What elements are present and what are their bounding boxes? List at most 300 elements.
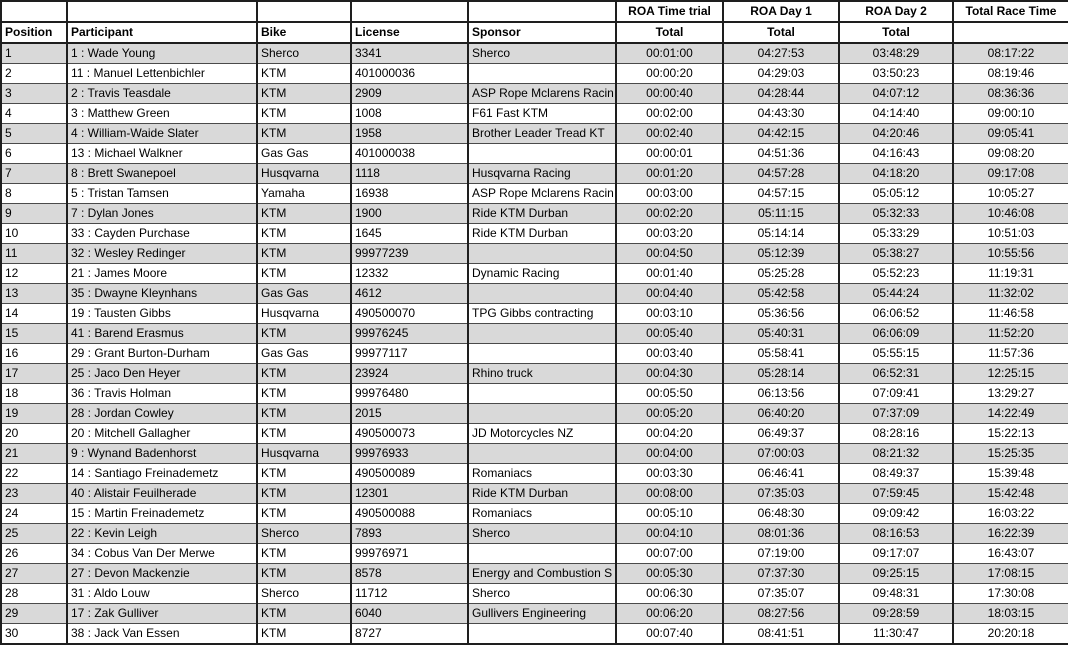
table-cell: 15 : Martin Freinademetz (67, 504, 257, 524)
table-cell: KTM (257, 424, 351, 444)
table-row (1, 444, 1068, 464)
table-cell: 16 (1, 344, 67, 364)
table-cell: 401000038 (351, 144, 468, 164)
table-cell (468, 344, 616, 364)
table-cell: 41 : Barend Erasmus (67, 324, 257, 344)
table-cell: 8578 (351, 564, 468, 584)
table-cell: 05:42:58 (723, 284, 839, 304)
table-row (1, 164, 1068, 184)
table-cell: 08:27:56 (723, 604, 839, 624)
table-cell: 14 (1, 304, 67, 324)
table-cell: 25 : Jaco Den Heyer (67, 364, 257, 384)
table-row (1, 284, 1068, 304)
table-cell: 401000036 (351, 64, 468, 84)
table-cell: 07:00:03 (723, 444, 839, 464)
table-cell: Romaniacs (468, 504, 616, 524)
table-cell (468, 444, 616, 464)
column-header-time-trial-total: Total (616, 22, 723, 43)
table-cell: 16938 (351, 184, 468, 204)
table-cell: KTM (257, 604, 351, 624)
table-cell: 04:16:43 (839, 144, 953, 164)
table-row (1, 624, 1068, 645)
table-cell: 4 : William-Waide Slater (67, 124, 257, 144)
table-cell: 6040 (351, 604, 468, 624)
table-cell: 16:22:39 (953, 524, 1068, 544)
table-cell: 05:36:56 (723, 304, 839, 324)
table-cell: 04:29:03 (723, 64, 839, 84)
table-row (1, 224, 1068, 244)
table-cell: 00:02:00 (616, 104, 723, 124)
table-cell: 5 : Tristan Tamsen (67, 184, 257, 204)
table-cell: KTM (257, 384, 351, 404)
table-row (1, 324, 1068, 344)
table-cell: 09:00:10 (953, 104, 1068, 124)
table-cell: 06:49:37 (723, 424, 839, 444)
table-cell: 05:32:33 (839, 204, 953, 224)
table-row (1, 544, 1068, 564)
table-cell: 8 : Brett Swanepoel (67, 164, 257, 184)
table-cell: 15:42:48 (953, 484, 1068, 504)
table-cell: 34 : Cobus Van Der Merwe (67, 544, 257, 564)
table-cell: 99976933 (351, 444, 468, 464)
table-cell: 09:17:08 (953, 164, 1068, 184)
table-cell: Romaniacs (468, 464, 616, 484)
table-cell: 00:05:10 (616, 504, 723, 524)
table-cell: 2909 (351, 84, 468, 104)
table-row (1, 404, 1068, 424)
table-cell: 40 : Alistair Feuilherade (67, 484, 257, 504)
table-cell: KTM (257, 104, 351, 124)
table-cell: 00:00:01 (616, 144, 723, 164)
table-cell: KTM (257, 204, 351, 224)
group-header-empty (351, 1, 468, 22)
column-header-participant: Participant (67, 22, 257, 43)
table-cell: 490500073 (351, 424, 468, 444)
table-cell (468, 624, 616, 645)
table-cell: 29 (1, 604, 67, 624)
table-cell: JD Motorcycles NZ (468, 424, 616, 444)
column-header-row (1, 22, 1068, 43)
table-cell: 09:05:41 (953, 124, 1068, 144)
table-cell: 19 (1, 404, 67, 424)
column-header-day-2-total: Total (839, 22, 953, 43)
group-header-total-race-time: Total Race Time (953, 1, 1068, 22)
table-cell: 00:01:20 (616, 164, 723, 184)
table-cell: 1900 (351, 204, 468, 224)
table-cell: 04:51:36 (723, 144, 839, 164)
table-cell: 07:59:45 (839, 484, 953, 504)
table-cell: 11 : Manuel Lettenbichler (67, 64, 257, 84)
table-row (1, 604, 1068, 624)
table-cell: KTM (257, 624, 351, 645)
table-cell: 07:35:07 (723, 584, 839, 604)
table-cell: 05:28:14 (723, 364, 839, 384)
table-cell: 99976480 (351, 384, 468, 404)
table-cell: 05:52:23 (839, 264, 953, 284)
table-cell: 06:06:52 (839, 304, 953, 324)
group-header-empty (257, 1, 351, 22)
table-cell: 1958 (351, 124, 468, 144)
table-cell: 04:14:40 (839, 104, 953, 124)
table-cell: 00:01:00 (616, 43, 723, 64)
column-header-position: Position (1, 22, 67, 43)
table-cell: Energy and Combustion S (468, 564, 616, 584)
table-cell: 05:12:39 (723, 244, 839, 264)
table-cell: 00:04:40 (616, 284, 723, 304)
table-cell: 12 (1, 264, 67, 284)
table-cell: 28 (1, 584, 67, 604)
table-cell: KTM (257, 264, 351, 284)
table-cell: 08:01:36 (723, 524, 839, 544)
table-cell: KTM (257, 364, 351, 384)
table-cell: 99976245 (351, 324, 468, 344)
table-cell: 27 : Devon Mackenzie (67, 564, 257, 584)
table-cell (468, 384, 616, 404)
table-cell: 05:14:14 (723, 224, 839, 244)
table-cell: 17 : Zak Gulliver (67, 604, 257, 624)
table-cell: 18:03:15 (953, 604, 1068, 624)
table-cell: 10 (1, 224, 67, 244)
table-cell: Yamaha (257, 184, 351, 204)
table-cell: 12:25:15 (953, 364, 1068, 384)
table-cell: ASP Rope Mclarens Racin (468, 184, 616, 204)
table-cell: Sherco (257, 43, 351, 64)
table-cell: 38 : Jack Van Essen (67, 624, 257, 645)
table-cell: 10:05:27 (953, 184, 1068, 204)
table-cell (468, 64, 616, 84)
table-cell: 05:55:15 (839, 344, 953, 364)
table-cell: 11:32:02 (953, 284, 1068, 304)
table-cell: Sherco (257, 524, 351, 544)
table-row (1, 504, 1068, 524)
table-cell: KTM (257, 64, 351, 84)
table-cell: 99977117 (351, 344, 468, 364)
table-cell: 11:30:47 (839, 624, 953, 645)
group-header-empty (67, 1, 257, 22)
table-cell: 00:05:20 (616, 404, 723, 424)
table-cell: 00:04:30 (616, 364, 723, 384)
table-cell: 3 : Matthew Green (67, 104, 257, 124)
table-cell: 13 (1, 284, 67, 304)
group-header-roa-day-1: ROA Day 1 (723, 1, 839, 22)
table-cell: 99976971 (351, 544, 468, 564)
table-cell: 4612 (351, 284, 468, 304)
table-cell: 00:02:20 (616, 204, 723, 224)
table-cell: 00:05:50 (616, 384, 723, 404)
table-cell: 08:17:22 (953, 43, 1068, 64)
table-header (1, 1, 1068, 43)
table-cell: 00:04:10 (616, 524, 723, 544)
table-cell: 29 : Grant Burton-Durham (67, 344, 257, 364)
table-row (1, 204, 1068, 224)
table-cell: TPG Gibbs contracting (468, 304, 616, 324)
table-cell: 23 (1, 484, 67, 504)
table-cell: 09:09:42 (839, 504, 953, 524)
table-cell: 00:06:20 (616, 604, 723, 624)
table-cell: 32 : Wesley Redinger (67, 244, 257, 264)
table-cell: 11:46:58 (953, 304, 1068, 324)
table-cell: Sherco (468, 584, 616, 604)
table-cell: 05:38:27 (839, 244, 953, 264)
table-cell: 06:40:20 (723, 404, 839, 424)
table-cell: 1008 (351, 104, 468, 124)
table-cell: KTM (257, 564, 351, 584)
table-cell (468, 284, 616, 304)
table-cell: 09:17:07 (839, 544, 953, 564)
table-cell: Ride KTM Durban (468, 484, 616, 504)
table-cell: 09:08:20 (953, 144, 1068, 164)
table-cell: F61 Fast KTM (468, 104, 616, 124)
table-cell: 00:00:20 (616, 64, 723, 84)
table-cell: KTM (257, 244, 351, 264)
table-cell: KTM (257, 484, 351, 504)
table-cell: 20 (1, 424, 67, 444)
table-cell: 04:27:53 (723, 43, 839, 64)
table-cell: Dynamic Racing (468, 264, 616, 284)
table-cell: 9 (1, 204, 67, 224)
column-header-sponsor: Sponsor (468, 22, 616, 43)
table-cell: 08:49:37 (839, 464, 953, 484)
table-row (1, 364, 1068, 384)
table-row (1, 484, 1068, 504)
table-cell: 35 : Dwayne Kleynhans (67, 284, 257, 304)
table-cell: 490500088 (351, 504, 468, 524)
table-cell: 490500070 (351, 304, 468, 324)
table-cell: 12301 (351, 484, 468, 504)
table-cell: 04:20:46 (839, 124, 953, 144)
table-body (1, 43, 1068, 644)
table-row (1, 524, 1068, 544)
table-cell: 07:37:30 (723, 564, 839, 584)
table-cell: 5 (1, 124, 67, 144)
table-cell: 20 : Mitchell Gallagher (67, 424, 257, 444)
table-cell: 00:06:30 (616, 584, 723, 604)
table-row (1, 264, 1068, 284)
table-cell: 36 : Travis Holman (67, 384, 257, 404)
table-cell: 00:04:00 (616, 444, 723, 464)
table-cell: 11:19:31 (953, 264, 1068, 284)
table-cell: 31 : Aldo Louw (67, 584, 257, 604)
table-cell: Sherco (468, 524, 616, 544)
table-cell: 04:43:30 (723, 104, 839, 124)
table-cell: 05:58:41 (723, 344, 839, 364)
table-cell: 33 : Cayden Purchase (67, 224, 257, 244)
table-cell: Husqvarna (257, 444, 351, 464)
table-cell: 2015 (351, 404, 468, 424)
table-cell: 11712 (351, 584, 468, 604)
table-cell (468, 244, 616, 264)
table-cell: 17:30:08 (953, 584, 1068, 604)
table-cell: 07:37:09 (839, 404, 953, 424)
table-cell: 21 (1, 444, 67, 464)
table-cell: 08:41:51 (723, 624, 839, 645)
table-cell: 1 : Wade Young (67, 43, 257, 64)
table-cell: 1 (1, 43, 67, 64)
table-cell: 21 : James Moore (67, 264, 257, 284)
table-cell: 7 (1, 164, 67, 184)
table-cell: 08:19:46 (953, 64, 1068, 84)
table-cell: 3 (1, 84, 67, 104)
table-row (1, 244, 1068, 264)
table-row (1, 43, 1068, 64)
table-cell: 12332 (351, 264, 468, 284)
table-row (1, 564, 1068, 584)
table-cell (468, 324, 616, 344)
table-cell: Brother Leader Tread KT (468, 124, 616, 144)
table-cell: 10:55:56 (953, 244, 1068, 264)
table-cell: 05:25:28 (723, 264, 839, 284)
table-cell: 24 (1, 504, 67, 524)
table-cell: KTM (257, 504, 351, 524)
table-cell: 8727 (351, 624, 468, 645)
table-cell: 13 : Michael Walkner (67, 144, 257, 164)
table-cell: 08:36:36 (953, 84, 1068, 104)
table-cell: 06:13:56 (723, 384, 839, 404)
table-cell: KTM (257, 84, 351, 104)
table-cell: 04:18:20 (839, 164, 953, 184)
table-cell: 16:03:22 (953, 504, 1068, 524)
table-cell: 00:03:00 (616, 184, 723, 204)
table-cell: 22 (1, 464, 67, 484)
table-cell: 00:04:20 (616, 424, 723, 444)
table-cell: 04:57:28 (723, 164, 839, 184)
column-header-bike: Bike (257, 22, 351, 43)
table-cell: 17 (1, 364, 67, 384)
table-cell: 00:03:40 (616, 344, 723, 364)
table-cell: 00:05:40 (616, 324, 723, 344)
table-cell: 14:22:49 (953, 404, 1068, 424)
table-row (1, 144, 1068, 164)
table-cell: 00:03:20 (616, 224, 723, 244)
table-row (1, 184, 1068, 204)
table-cell: 05:40:31 (723, 324, 839, 344)
table-cell: Sherco (257, 584, 351, 604)
table-cell: 490500089 (351, 464, 468, 484)
table-cell: 23924 (351, 364, 468, 384)
group-header-empty (468, 1, 616, 22)
table-cell: Sherco (468, 43, 616, 64)
table-cell: Husqvarna Racing (468, 164, 616, 184)
table-row (1, 84, 1068, 104)
table-cell: 06:52:31 (839, 364, 953, 384)
table-cell: 05:33:29 (839, 224, 953, 244)
table-cell: 30 (1, 624, 67, 645)
table-cell: 4 (1, 104, 67, 124)
table-cell: 06:46:41 (723, 464, 839, 484)
table-cell (468, 544, 616, 564)
table-cell: 27 (1, 564, 67, 584)
table-cell: KTM (257, 324, 351, 344)
table-cell: 00:01:40 (616, 264, 723, 284)
table-cell: 1645 (351, 224, 468, 244)
table-cell: 09:28:59 (839, 604, 953, 624)
table-cell: 20:20:18 (953, 624, 1068, 645)
table-cell: 18 (1, 384, 67, 404)
table-cell: 08:28:16 (839, 424, 953, 444)
table-cell: 09:48:31 (839, 584, 953, 604)
table-cell: 04:57:15 (723, 184, 839, 204)
table-cell: 05:44:24 (839, 284, 953, 304)
table-row (1, 384, 1068, 404)
table-cell: 3341 (351, 43, 468, 64)
table-cell: 22 : Kevin Leigh (67, 524, 257, 544)
group-header-roa-day-2: ROA Day 2 (839, 1, 953, 22)
table-cell: 08:16:53 (839, 524, 953, 544)
table-cell: 08:21:32 (839, 444, 953, 464)
table-cell: 00:07:00 (616, 544, 723, 564)
table-cell: 16:43:07 (953, 544, 1068, 564)
table-cell: 07:09:41 (839, 384, 953, 404)
table-cell: 07:35:03 (723, 484, 839, 504)
table-cell: Husqvarna (257, 164, 351, 184)
table-cell: 28 : Jordan Cowley (67, 404, 257, 424)
table-cell: 11 (1, 244, 67, 264)
table-cell: 00:00:40 (616, 84, 723, 104)
table-cell: 15:22:13 (953, 424, 1068, 444)
table-cell: 04:07:12 (839, 84, 953, 104)
table-cell: 04:28:44 (723, 84, 839, 104)
table-cell: KTM (257, 544, 351, 564)
column-header-day-1-total: Total (723, 22, 839, 43)
table-cell: 03:50:23 (839, 64, 953, 84)
table-cell: 09:25:15 (839, 564, 953, 584)
table-cell: KTM (257, 464, 351, 484)
table-cell: Gas Gas (257, 344, 351, 364)
table-cell: 7 : Dylan Jones (67, 204, 257, 224)
table-cell: KTM (257, 124, 351, 144)
table-cell: Gas Gas (257, 284, 351, 304)
table-cell: 10:46:08 (953, 204, 1068, 224)
table-cell: ASP Rope Mclarens Racin (468, 84, 616, 104)
table-cell: 00:03:10 (616, 304, 723, 324)
table-cell: 15 (1, 324, 67, 344)
table-cell: 00:03:30 (616, 464, 723, 484)
table-cell: 2 : Travis Teasdale (67, 84, 257, 104)
table-cell: 00:05:30 (616, 564, 723, 584)
table-cell: 99977239 (351, 244, 468, 264)
table-cell: 2 (1, 64, 67, 84)
group-header-empty (1, 1, 67, 22)
table-cell: KTM (257, 404, 351, 424)
table-row (1, 344, 1068, 364)
column-header-blank (953, 22, 1068, 43)
table-row (1, 64, 1068, 84)
table-row (1, 124, 1068, 144)
table-cell: 03:48:29 (839, 43, 953, 64)
table-row (1, 424, 1068, 444)
group-header-row (1, 1, 1068, 22)
table-row (1, 584, 1068, 604)
table-cell: 11:57:36 (953, 344, 1068, 364)
table-cell: Ride KTM Durban (468, 204, 616, 224)
table-cell: 00:02:40 (616, 124, 723, 144)
table-cell: 05:11:15 (723, 204, 839, 224)
table-row (1, 304, 1068, 324)
table-cell: 00:08:00 (616, 484, 723, 504)
table-cell: 15:39:48 (953, 464, 1068, 484)
table-cell: 04:42:15 (723, 124, 839, 144)
table-cell: 26 (1, 544, 67, 564)
table-cell: 13:29:27 (953, 384, 1068, 404)
table-cell: 1118 (351, 164, 468, 184)
table-cell: 7893 (351, 524, 468, 544)
table-cell: 25 (1, 524, 67, 544)
table-cell: 17:08:15 (953, 564, 1068, 584)
table-cell: KTM (257, 224, 351, 244)
table-cell: 9 : Wynand Badenhorst (67, 444, 257, 464)
table-cell: 8 (1, 184, 67, 204)
table-cell (468, 404, 616, 424)
